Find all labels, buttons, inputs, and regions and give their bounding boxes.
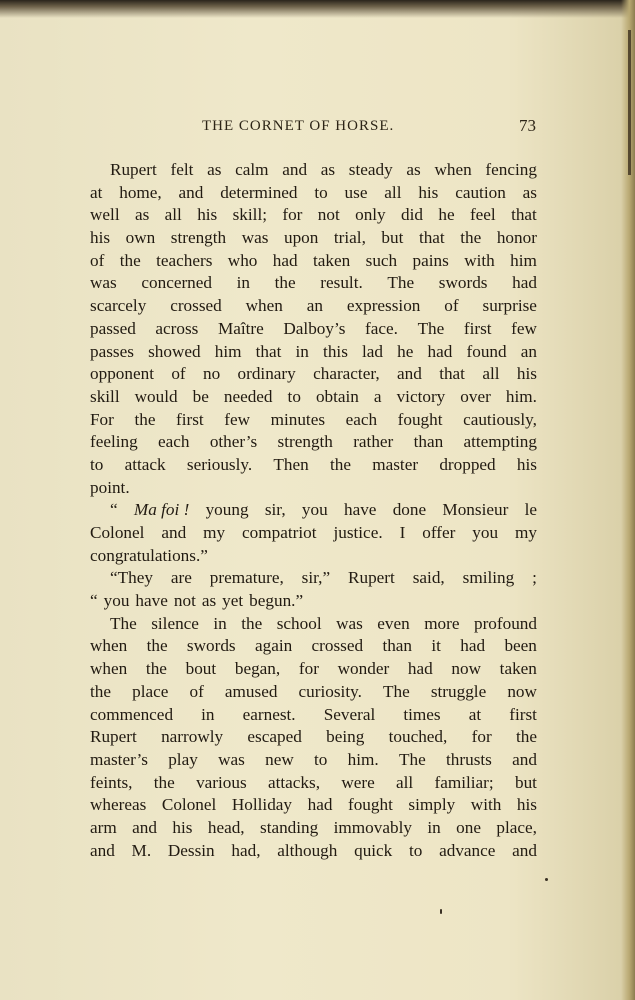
word: well [90,205,120,225]
running-header [90,118,540,140]
word: face. [365,318,398,338]
word: in [427,817,441,837]
text-line [90,477,537,500]
word: steady [348,160,393,179]
word: Holliday [231,795,293,815]
word: The [387,273,415,293]
text-line [90,840,537,863]
word: his [418,182,439,202]
word: in [295,341,309,361]
word: to [409,840,423,860]
word: did [401,205,423,225]
word: Rupert [90,727,137,747]
text-line [90,772,537,795]
word: the [274,273,296,293]
word: an [306,296,323,316]
word: such [365,250,398,270]
text-line [90,272,537,295]
word: as [134,205,150,225]
word: strength [170,228,227,248]
word: new [265,749,294,769]
word: the [90,681,111,701]
word: now [451,659,481,679]
word: simply [408,795,456,815]
word: the [146,636,168,656]
word: this [323,341,348,361]
word: swords [186,636,236,656]
word: and [512,749,537,769]
word: character, [313,364,380,384]
word: The [382,681,410,701]
text-line [90,386,537,409]
word: Colonel [90,523,145,542]
word: was [90,273,117,293]
word: victory [396,386,446,406]
word: other’s [209,432,258,452]
word: you [301,500,328,520]
word: of [171,364,186,384]
word: advance [439,840,496,860]
word: you [103,591,130,611]
word: yet [222,591,244,611]
word: profound [473,613,537,633]
word: one [456,817,481,837]
word: more [424,613,460,633]
scan-top-shadow [0,0,635,18]
word: trial, [333,228,366,248]
word: earnest. [242,704,296,724]
word: now [507,681,537,701]
word: Several [323,704,376,724]
word: upon [283,228,319,248]
word: amused [224,681,278,701]
word: Dessin [167,840,215,860]
word: young [205,500,249,520]
word: that [418,228,445,248]
word: head, [207,817,245,837]
word: curiosity. [298,681,362,701]
word: as [522,182,537,202]
word: first [176,409,204,429]
word: with [470,795,502,815]
word: wonder [337,659,390,679]
word: felt [170,160,194,179]
word: when [245,296,283,316]
text-line [90,635,537,658]
word: cautiously, [463,409,537,429]
word: The [110,613,137,633]
word: determined [220,182,298,202]
word: each [158,432,190,452]
word: struggle [430,681,487,701]
word: commenced [90,704,174,724]
word: when [434,160,472,179]
text-line [90,431,537,454]
word: his [172,817,193,837]
word: first [509,704,537,724]
word: Maître [217,318,264,338]
word: of [189,681,204,701]
paper-speck [440,909,442,914]
text-line [90,613,537,636]
word: ; [532,568,537,588]
word: the [134,409,156,429]
text-line [90,817,537,840]
text-line [90,726,537,749]
word: bout [185,659,217,679]
word: passed [90,318,136,338]
word: had, [231,840,261,860]
word: had [427,341,453,361]
word: my [203,523,226,542]
text-line [90,567,537,590]
word: quick [354,840,393,860]
word: and [132,817,157,837]
word: skill [90,386,120,406]
word: point. [90,477,130,497]
word: pains [412,250,449,270]
word: crossed [311,636,364,656]
word: over [460,386,491,406]
word: fencing [485,160,537,179]
word: his [516,364,537,384]
word: the [329,454,351,474]
word: concerned [141,273,212,293]
word: compatriot [242,523,317,542]
word: his [197,205,218,225]
word: fought [347,795,393,815]
word: was [336,613,363,633]
word: but [514,772,537,792]
word: for [298,659,319,679]
word: his [516,795,537,815]
word: swords [438,273,488,293]
word: master’s [90,749,148,769]
word: his [90,228,111,248]
word: “ [110,500,118,520]
word: in [201,704,215,724]
body-text [90,159,537,862]
word: Then [273,454,309,474]
text-line [90,794,537,817]
word: but [381,228,404,248]
word: his [516,454,537,474]
word: all [482,364,500,384]
word: The [417,318,445,338]
word: “ [90,591,98,611]
word: ordinary [237,364,296,384]
word: taken [499,659,537,679]
word: Monsieur [442,500,509,520]
word: to [287,386,301,406]
word: the [515,727,537,747]
word: an [520,341,537,361]
word: was [218,749,245,769]
word: own [125,228,156,248]
word: scarcely [90,296,147,316]
word: to [314,182,328,202]
word: when [90,659,128,679]
word: again [254,636,293,656]
word: calm [235,160,269,179]
word: narrowly [161,727,224,747]
word: the [460,228,482,248]
word: fought [397,409,443,429]
word: strength [277,432,333,452]
word: M. [131,840,152,860]
page-number: 73 [519,116,536,135]
word: seriously. [186,454,253,474]
word: Ma foi ! [133,500,190,520]
word: as [201,591,217,611]
word: he [438,205,455,225]
word: and [161,523,187,542]
running-title: THE CORNET OF HORSE. [202,118,395,134]
word: the [153,772,175,792]
word: The [399,749,426,769]
word: le [524,500,537,520]
word: and [397,364,422,384]
word: place, [496,817,537,837]
word: passes [90,341,134,361]
word: the [241,613,263,633]
word: a [373,386,382,406]
word: had [407,659,433,679]
word: surprise [482,296,537,316]
word: Colonel [161,795,217,815]
word: feints, [90,772,133,792]
word: justice. [333,523,383,542]
text-line [90,681,537,704]
word: than [413,432,444,452]
text-line [90,182,537,205]
word: him. [505,386,537,406]
word: found [466,341,507,361]
word: the [145,659,167,679]
word: sir, [264,500,286,520]
word: master [372,454,419,474]
word: only [355,205,386,225]
word: use [344,182,368,202]
text-line [90,658,537,681]
word: obtain [315,386,359,406]
word: across [155,318,199,338]
word: Rupert [110,160,157,179]
word: all [396,772,414,792]
word: who [227,250,258,270]
word: be [192,386,209,406]
word: not [317,205,340,225]
word: first [463,318,492,338]
word: teachers [156,250,213,270]
word: feeling [90,432,138,452]
word: him [214,341,242,361]
word: in [236,273,251,293]
word: escaped [247,727,302,747]
text-line [90,454,537,477]
word: and [282,160,308,179]
word: lad [362,341,384,361]
text-line [90,545,537,568]
word: it [431,636,441,656]
word: touched, [388,727,448,747]
word: silence [151,613,199,633]
word: rather [353,432,394,452]
word: and [178,182,204,202]
word: when [90,636,128,656]
word: had [460,636,486,656]
word: all [384,182,402,202]
word: needed [223,386,273,406]
word: no [202,364,221,384]
word: begun.” [249,591,304,611]
text-line [90,749,537,772]
word: whereas [90,795,147,815]
text-line [90,341,537,364]
text-line [90,227,537,250]
word: caution [455,182,506,202]
word: all [164,205,182,225]
word: of [90,250,105,270]
word: minutes [270,409,326,429]
word: smiling [462,568,515,588]
word: at [90,182,103,202]
word: that [255,341,282,361]
word: play [168,749,198,769]
word: done [392,500,427,520]
word: few [511,318,537,338]
word: taken [313,250,351,270]
word: had [512,273,537,293]
word: Dalboy’s [283,318,346,338]
word: for [471,727,492,747]
word: as [406,160,421,179]
word: times [403,704,441,724]
word: been [504,636,537,656]
word: Rupert [348,568,395,588]
word: few [224,409,251,429]
word: attempting [463,432,537,452]
word: familiar; [434,772,494,792]
binding-mark [628,30,631,175]
word: the [119,250,141,270]
word: would [134,386,178,406]
word: he [397,341,414,361]
text-line [90,704,537,727]
word: I [399,523,406,542]
word: had [272,250,298,270]
word: for [282,205,303,225]
word: arm [90,817,117,837]
word: although [277,840,338,860]
word: various [196,772,247,792]
word: home, [119,182,162,202]
word: him [510,250,537,270]
word: have [343,500,377,520]
word: showed [148,341,201,361]
word: as [207,160,222,179]
word: standing [260,817,319,837]
text-line [90,204,537,227]
word: attack [124,454,166,474]
text-line [90,250,537,273]
word: For [90,409,114,429]
word: offer [422,523,456,542]
word: thrusts [446,749,492,769]
word: had [307,795,333,815]
word: than [382,636,413,656]
word: that [511,205,537,225]
word: each [345,409,378,429]
word: as [320,160,336,179]
word: to [314,749,328,769]
word: immovably [333,817,412,837]
text-line [90,590,537,613]
word: result. [320,273,363,293]
word: with [464,250,495,270]
word: opponent [90,364,154,384]
word: that [439,364,465,384]
word: expression [346,296,421,316]
word: you [472,523,499,542]
word: being [326,727,365,747]
word: were [341,772,375,792]
word: feel [469,205,496,225]
word: attacks, [267,772,321,792]
word: dropped [439,454,496,474]
word: congratulations.” [90,545,208,565]
word: to [90,454,104,474]
word: not [173,591,196,611]
text-line [90,409,537,432]
word: began, [234,659,281,679]
word: crossed [170,296,222,316]
word: premature, [209,568,284,588]
word: even [377,613,410,633]
text-line [90,159,537,182]
word: in [213,613,227,633]
word: of [444,296,459,316]
word: was [241,228,269,248]
word: him. [347,749,379,769]
word: honor [496,228,537,248]
text-line [90,522,537,545]
word: sir,” [301,568,331,588]
paper-speck [545,878,548,881]
word: and [90,840,115,860]
word: are [170,568,192,588]
word: “They [110,568,153,588]
text-line [90,295,537,318]
text-line [90,363,537,386]
word: my [514,523,537,542]
word: have [135,591,168,611]
word: school [276,613,322,633]
word: place [132,681,169,701]
word: at [468,704,482,724]
text-line [90,318,537,341]
word: skill; [232,205,267,225]
word: said, [412,568,445,588]
text-line [90,499,537,522]
word: and [512,840,537,860]
